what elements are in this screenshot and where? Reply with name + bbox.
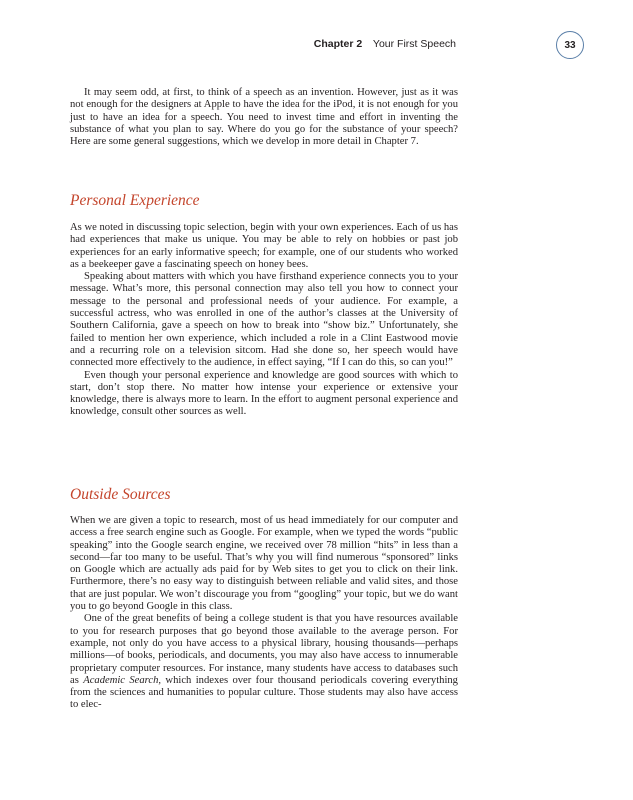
section-heading-personal-experience: Personal Experience (70, 192, 200, 209)
section-heading-outside-sources: Outside Sources (70, 486, 171, 503)
running-head (314, 38, 456, 50)
section-outside-sources (70, 486, 458, 504)
personal-experience-paragraph-2: Speaking about matters with which you have firsthand experience connects you to your message. What’s more, this personal connection may also tell you how to connect your message to the personal and professional needs of your audience. For example, a successful actress, who was enrolled in one of the author’s classes at the University of Southern California, gave a speech on how to break into “show biz.” Unfortunately, she failed to mention her own experience, which included a role in a Clint Eastwood movie and a recurring role on a television sitcom. Had she done so, her speech would have connected more effectively to the audience, in effect saying, “If I can do this, so can you!” (70, 271, 458, 369)
outside-sources-p2-text: One of the great benefits of being a college student is that you have resources available to you for research purposes that go beyond those available to the average person. For example, not only do you have access to a physical library, housing thousands—perhaps millions—of books, periodicals, and documents, you may also have access to innumerable proprietary computer resources. For instance, many students have access to databases such as (70, 613, 458, 686)
section-personal-experience (70, 192, 458, 210)
personal-experience-paragraph-3: Even though your personal experience and knowledge are good sources with which to start, don’t stop there. No matter how intense your experience or extensive your knowledge, there is always more to learn. In the effort to augment personal experience and knowledge, consult other sources as well. (70, 369, 458, 418)
page-number-text: 33 (564, 39, 576, 51)
chapter-label: Chapter 2 (313, 38, 363, 50)
chapter-title: Your First Speech (372, 38, 456, 50)
outside-sources-p2-text-end: which indexes over four thousand periodicals covering everything from the sciences and humanities to popular culture. Those students may also have access to elec- (70, 674, 458, 711)
intro-paragraph: It may seem odd, at first, to think of a speech as an invention. However, just as it was not enough for the designers at Apple to have the idea for the iPod, it is not enough for you just to have an idea for a speech. You need to invest time and effort in inventing the substance of what you plan to say. Where do you go for the substance of your speech? Here are some general suggestions, which we develop in more detail in Chapter 7. (70, 87, 458, 148)
outside-sources-paragraph-2 (70, 613, 458, 711)
outside-sources-body (70, 515, 458, 712)
academic-search-title: Academic Search, (83, 674, 162, 686)
outside-sources-paragraph-1: When we are given a topic to research, most of us head immediately for our computer and access a free search engine such as Google. For example, when we typed the words “public speaking” into the Google search engine, we received over 78 million “hits” in less than a second—far too many to be useful. That’s why you will find numerous “sponsored” links on Google which are actually ads paid for by Web sites to get you to click on their link. Furthermore, there’s no easy way to distinguish between reliable and valid sites, and those that are just popular. We won’t discourage you from “googling” your topic, but we do want you to go beyond Google in this class. (70, 515, 458, 613)
intro-block (70, 87, 458, 148)
personal-experience-paragraph-1: As we noted in discussing topic selection, begin with your own experiences. Each of us has had experiences that make us unique. You may be able to rely on hobbies or past job experiences for an early informative speech; for example, one of our students who worked as a beekeeper gave a fascinating speech on honey bees. (70, 222, 458, 270)
page-number (556, 31, 584, 59)
personal-experience-body (70, 222, 458, 419)
